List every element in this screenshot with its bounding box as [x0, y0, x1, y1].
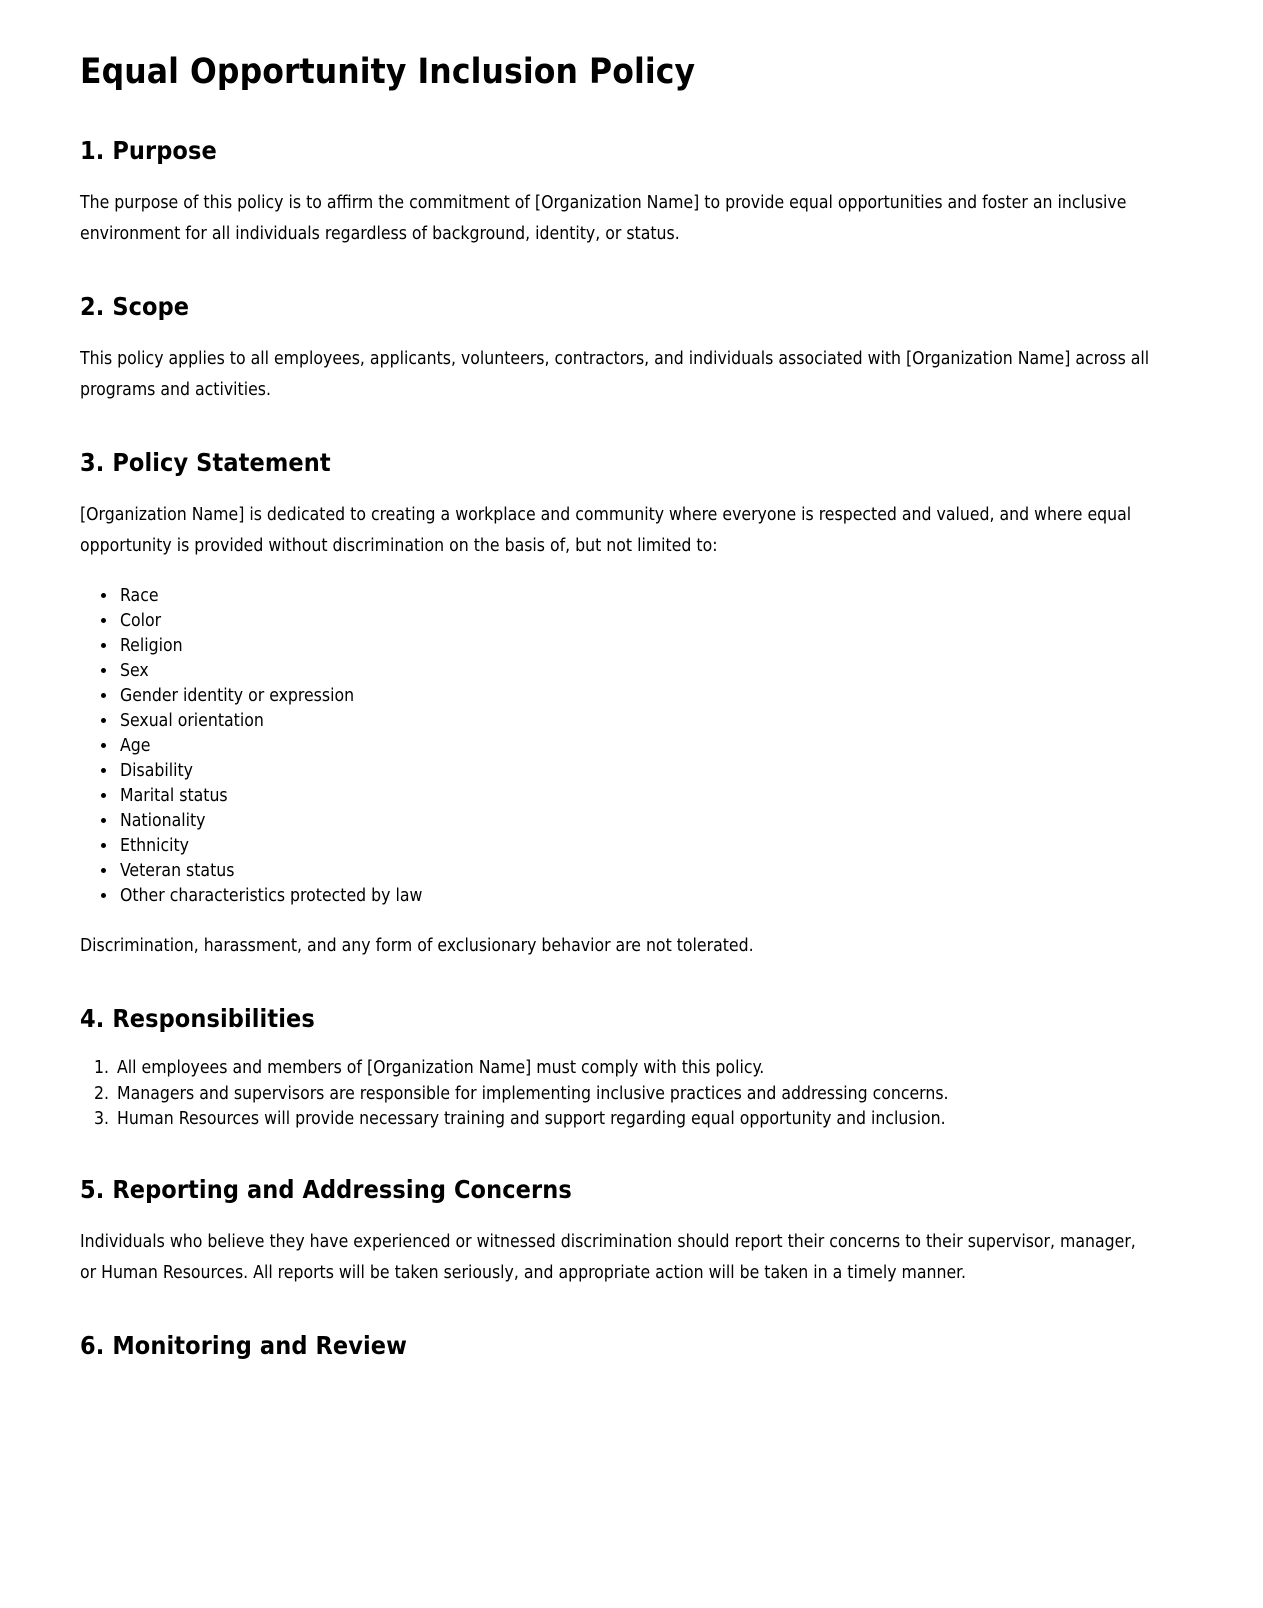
section-heading-monitoring-review: 6. Monitoring and Review	[80, 1330, 408, 1360]
responsibilities-list	[80, 1056, 1153, 1133]
section-closing-paragraph: Discrimination, harassment, and any form of exclusionary behavior are not tolerated.	[80, 936, 754, 957]
list-item: • Race	[118, 584, 1153, 609]
list-item: • Marital status	[118, 784, 1153, 809]
protected-characteristics-list	[80, 584, 1153, 909]
list-item: • Other characteristics protected by law	[118, 884, 1153, 909]
list-item: • Nationality	[118, 809, 1153, 834]
section-paragraph: The purpose of this policy is to affirm the commitment of [Organization Name] to provide equal opportunities and foster an inclusive environment for all individuals regardless of background, identity, or status.	[80, 193, 1127, 245]
section-paragraph: Individuals who believe they have experienced or witnessed discrimination should report their concerns to their supervisor, manager, or Human Resources. All reports will be taken seriously, and appropriate action will be taken in a timely manner.	[80, 1231, 1136, 1283]
list-item: • Color	[118, 609, 1153, 634]
section-heading-scope: 2. Scope	[80, 292, 190, 322]
section-purpose	[80, 136, 1153, 250]
section-reporting-concerns	[80, 1175, 1153, 1289]
list-item: • Sex	[118, 659, 1153, 684]
list-item: • Disability	[118, 759, 1153, 784]
section-responsibilities	[80, 1004, 1153, 1133]
section-heading-policy-statement: 3. Policy Statement	[80, 448, 331, 478]
list-item: • Religion	[118, 634, 1153, 659]
list-item: 3. Human Resources will provide necessary training and support regarding equal opportunity and inclusion.	[114, 1107, 1153, 1133]
list-item: • Veteran status	[118, 859, 1153, 884]
section-heading-reporting-concerns: 5. Reporting and Addressing Concerns	[80, 1174, 572, 1204]
list-item: • Gender identity or expression	[118, 684, 1153, 709]
section-scope	[80, 292, 1153, 406]
section-monitoring-review	[80, 1331, 1153, 1361]
list-item: • Sexual orientation	[118, 709, 1153, 734]
page-title: Equal Opportunity Inclusion Policy	[80, 52, 696, 92]
section-intro-paragraph: [Organization Name] is dedicated to creating a workplace and community where everyone is respected and valued, and where equal opportunity is provided without discrimination on the basis of, but not limited to:	[80, 505, 1132, 557]
section-heading-purpose: 1. Purpose	[80, 136, 217, 166]
section-paragraph: This policy applies to all employees, applicants, volunteers, contractors, and individuals associated with [Organization Name] across all programs and activities.	[80, 349, 1150, 401]
list-item: 2. Managers and supervisors are responsible for implementing inclusive practices and addressing concerns.	[114, 1082, 1153, 1108]
section-policy-statement	[80, 448, 1153, 962]
list-item: 1. All employees and members of [Organization Name] must comply with this policy.	[114, 1056, 1153, 1082]
section-heading-responsibilities: 4. Responsibilities	[80, 1004, 315, 1034]
list-item: • Age	[118, 734, 1153, 759]
list-item: • Ethnicity	[118, 834, 1153, 859]
